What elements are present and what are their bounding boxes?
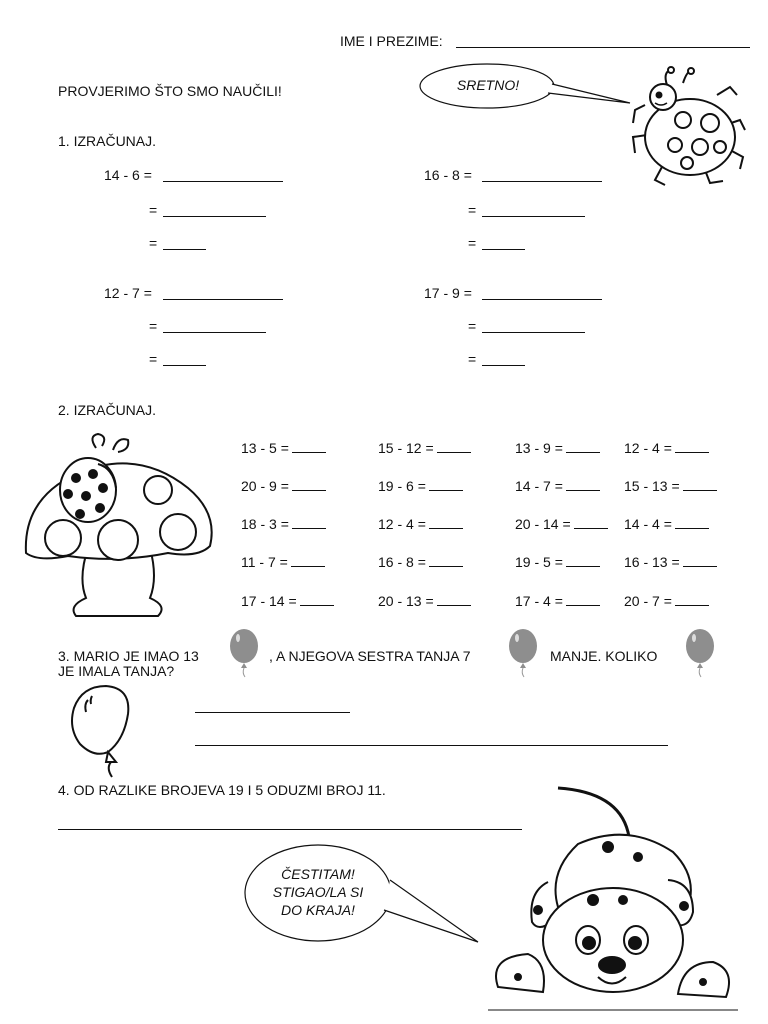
task2-expr: 20 - 13 = <box>378 593 434 609</box>
task2-expr: 15 - 12 = <box>378 440 434 456</box>
task2-expr: 16 - 13 = <box>624 554 680 570</box>
task1-eq: = <box>468 202 477 218</box>
task1-eq: = <box>149 235 158 251</box>
task2-expr: 20 - 7 = <box>624 593 672 609</box>
task2-expr: 19 - 5 = <box>515 554 563 570</box>
task3-text-4: JE IMALA TANJA? <box>58 663 175 679</box>
task1-eq: = <box>468 235 477 251</box>
task1-expr-4: 17 - 9 = <box>424 285 472 301</box>
task2-expr: 16 - 8 = <box>378 554 426 570</box>
bubble-bottom-line-2: STIGAO/LA SI <box>272 884 364 900</box>
task1-expr-3: 12 - 7 = <box>104 285 152 301</box>
task2-expr: 20 - 14 = <box>515 516 571 532</box>
task2-expr: 19 - 6 = <box>378 478 426 494</box>
task2-expr: 18 - 3 = <box>241 516 289 532</box>
page-title: PROVJERIMO ŠTO SMO NAUČILI! <box>58 83 282 99</box>
task2-heading: 2. IZRAČUNAJ. <box>58 402 157 418</box>
task3-text-3: MANJE. KOLIKO <box>550 648 658 664</box>
bubble-bottom-line-1: ČESTITAM! <box>281 866 355 882</box>
bubble-bottom-text <box>258 865 378 919</box>
task2-expr: 12 - 4 = <box>624 440 672 456</box>
task4-text: 4. OD RAZLIKE BROJEVA 19 I 5 ODUZMI BROJ 11. <box>58 782 386 798</box>
task2-expr: 15 - 13 = <box>624 478 680 494</box>
task1-expr-1: 14 - 6 = <box>104 167 152 183</box>
task3-text-1: 3. MARIO JE IMAO 13 <box>58 648 199 664</box>
bubble-bottom-line-3: DO KRAJA! <box>281 902 355 918</box>
task1-eq: = <box>468 351 477 367</box>
task2-expr: 14 - 4 = <box>624 516 672 532</box>
task1-heading: 1. IZRAČUNAJ. <box>58 133 157 149</box>
task1-expr-2: 16 - 8 = <box>424 167 472 183</box>
task3-text-2: , A NJEGOVA SESTRA TANJA 7 <box>269 648 471 664</box>
bubble-top-text: SRETNO! <box>456 77 520 93</box>
task2-expr: 14 - 7 = <box>515 478 563 494</box>
task2-expr: 17 - 14 = <box>241 593 297 609</box>
task2-expr: 20 - 9 = <box>241 478 289 494</box>
task2-expr: 17 - 4 = <box>515 593 563 609</box>
task2-expr: 13 - 5 = <box>241 440 289 456</box>
task1-eq: = <box>149 318 158 334</box>
name-label: IME I PREZIME: <box>340 33 443 49</box>
task1-eq: = <box>468 318 477 334</box>
task2-expr: 12 - 4 = <box>378 516 426 532</box>
task1-eq: = <box>149 202 158 218</box>
task2-expr: 13 - 9 = <box>515 440 563 456</box>
dalmatian-puppy-icon <box>488 782 738 1014</box>
task2-expr: 11 - 7 = <box>241 554 288 570</box>
task1-eq: = <box>149 351 158 367</box>
